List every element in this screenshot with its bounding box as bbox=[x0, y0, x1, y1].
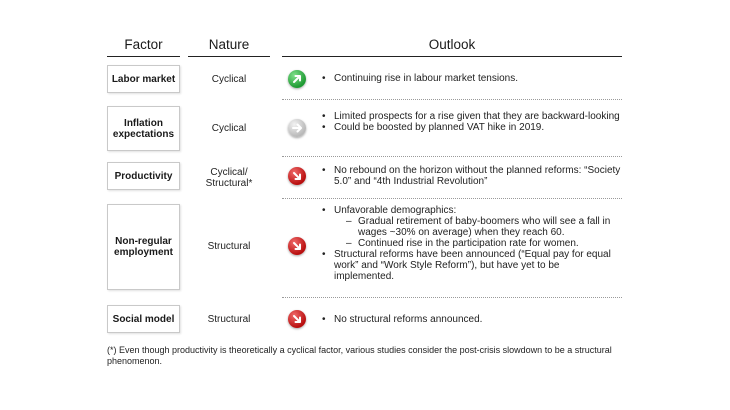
arrow-down-right-icon bbox=[288, 310, 306, 328]
outlook-cell bbox=[322, 111, 622, 133]
outlook-bullet: • Limited prospects for a rise given that they are backward-looking bbox=[322, 111, 622, 122]
row-separator bbox=[282, 156, 622, 157]
outlook-sub-bullet: – Continued rise in the participation rate for women. bbox=[322, 238, 622, 249]
outlook-bullet: • Could be boosted by planned VAT hike in 2019. bbox=[322, 122, 622, 133]
outlook-bullet: • No structural reforms announced. bbox=[322, 314, 622, 325]
outlook-bullet: • No rebound on the horizon without the planned reforms: “Society 5.0” and “4th Industrial Revolution” bbox=[322, 165, 622, 187]
arrow-down-right-icon bbox=[288, 167, 306, 185]
arrow-right-icon bbox=[288, 119, 306, 137]
outlook-cell bbox=[322, 165, 622, 187]
arrow-down-right-icon bbox=[288, 237, 306, 255]
row-separator bbox=[282, 198, 622, 199]
header-rule-factor bbox=[107, 56, 180, 57]
outlook-cell bbox=[322, 314, 622, 325]
outlook-bullet: • Continuing rise in labour market tensions. bbox=[322, 73, 622, 84]
outlook-cell bbox=[322, 73, 622, 84]
factor-label: Non-regular employment bbox=[107, 204, 180, 290]
row-separator bbox=[282, 297, 622, 298]
factor-label: Social model bbox=[107, 305, 180, 333]
header-rule-outlook bbox=[282, 56, 622, 57]
factor-label: Productivity bbox=[107, 162, 180, 190]
nature-label: Structural bbox=[207, 313, 251, 325]
factor-label: Labor market bbox=[107, 65, 180, 93]
footnote: (*) Even though productivity is theoretically a cyclical factor, various studies consider the post-crisis slowdown to be a structural phenomenon. bbox=[107, 345, 612, 366]
header-outlook: Outlook bbox=[428, 37, 476, 52]
nature-label: Structural bbox=[207, 240, 251, 252]
header-nature: Nature bbox=[208, 37, 250, 52]
outlook-cell bbox=[322, 205, 622, 282]
factor-label: Inflation expectations bbox=[107, 106, 180, 151]
nature-label: Cyclical bbox=[211, 123, 247, 134]
arrow-up-right-icon bbox=[288, 70, 306, 88]
header-factor: Factor bbox=[124, 37, 163, 52]
outlook-bullet: • Structural reforms have been announced (“Equal pay for equal work” and “Work Style Reform”), but have yet to be implemented. bbox=[322, 249, 622, 282]
nature-label: Cyclical/ Structural* bbox=[205, 167, 253, 189]
row-separator bbox=[282, 99, 622, 100]
outlook-bullet: • Unfavorable demographics: bbox=[322, 205, 622, 216]
header-rule-nature bbox=[188, 56, 270, 57]
nature-label: Cyclical bbox=[211, 73, 247, 85]
outlook-sub-bullet: – Gradual retirement of baby-boomers who will see a fall in wages ~30% on average) when they reach 60. bbox=[322, 216, 622, 238]
